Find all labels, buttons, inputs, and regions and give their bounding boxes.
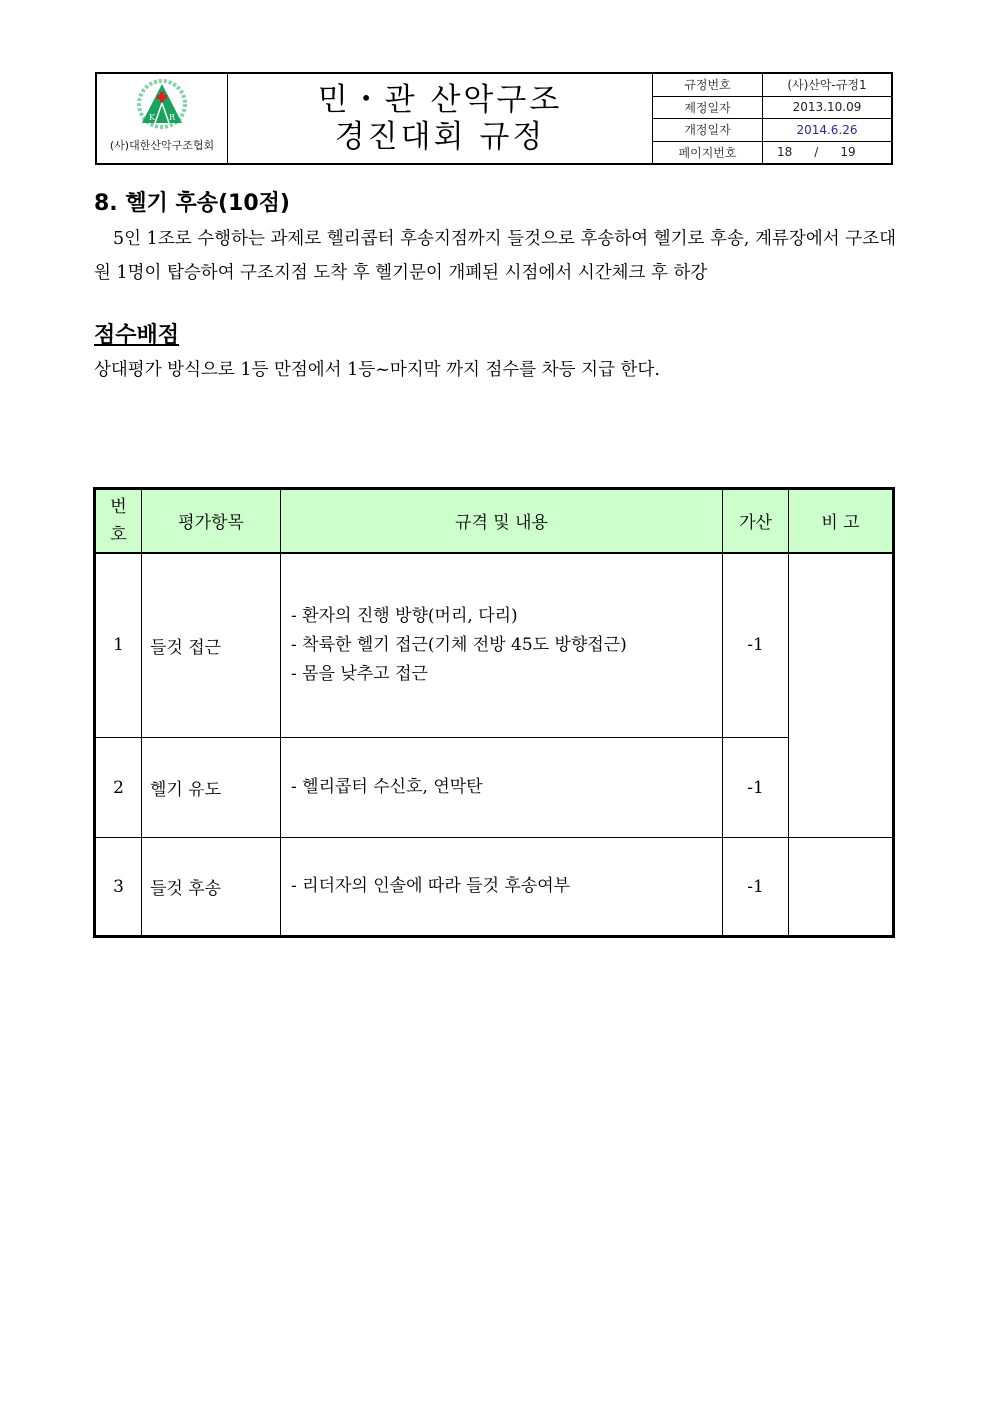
section-title: 8. 헬기 후송(10점) [94, 191, 290, 216]
row-spec: - 헬리콥터 수신호, 연막탄 [281, 738, 723, 838]
scoring-table [93, 487, 895, 938]
meta-enacted-date: 제정일자 2013.10.09 [653, 97, 891, 120]
svg-text:K: K [149, 113, 155, 122]
row-spec: - 환자의 진행 방향(머리, 다리) - 착륙한 헬기 접근(기체 전방 45도 방향접근) - 몸을 낮추고 접근 [281, 553, 723, 738]
row-item: 들것 접근 [142, 553, 281, 738]
logo-cell [97, 74, 228, 163]
header-remarks: 비 고 [789, 489, 894, 553]
table-row [95, 553, 894, 738]
document-title [228, 74, 653, 163]
header-number: 번 호 [95, 489, 142, 553]
document-meta [653, 74, 891, 163]
row-item: 들것 후송 [142, 838, 281, 937]
document-header [95, 72, 893, 165]
organization-name: (사)대한산악구조협회 [109, 139, 215, 152]
svg-text:R: R [169, 113, 176, 122]
meta-revised-date: 개정일자 2014.6.26 [653, 119, 891, 142]
page-total: 19 [840, 145, 856, 160]
scoring-note: 상대평가 방식으로 1등 만점에서 1등~마지막 까지 점수를 차등 지급 한다. [94, 360, 660, 380]
row-points: -1 [723, 738, 789, 838]
page-current: 18 [777, 145, 793, 160]
association-logo-icon [137, 79, 187, 129]
section-description: 5인 1조로 수행하는 과제로 헬리콥터 후송지점까지 들것으로 후송하여 헬기로 후송, 계류장에서 구조대원 1명이 탑승하여 구조지점 도착 후 헬기문이 개폐된 시점에서 시간체크 후 하강 [94, 229, 896, 283]
header-spec: 규격 및 내용 [281, 489, 723, 553]
table-row [95, 838, 894, 937]
row-remarks [789, 553, 894, 838]
page-separator: / [814, 145, 819, 160]
row-number: 2 [95, 738, 142, 838]
table-header-row [95, 489, 894, 553]
row-item: 헬기 유도 [142, 738, 281, 838]
meta-page-number: 페이지번호 18 / 19 [653, 142, 891, 164]
title-line-2: 경진대회 규정 [334, 118, 546, 155]
meta-regulation-number: 규정번호 (사)산악-규정1 [653, 74, 891, 97]
row-points: -1 [723, 838, 789, 937]
scoring-title: 점수배점 [94, 323, 180, 348]
row-remarks [789, 838, 894, 937]
title-line-1: 민・관 산악구조 [317, 81, 563, 118]
header-points: 가산 [723, 489, 789, 553]
row-number: 1 [95, 553, 142, 738]
table-row [95, 738, 894, 838]
header-item: 평가항목 [142, 489, 281, 553]
row-spec: - 리더자의 인솔에 따라 들것 후송여부 [281, 838, 723, 937]
row-number: 3 [95, 838, 142, 937]
row-points: -1 [723, 553, 789, 738]
